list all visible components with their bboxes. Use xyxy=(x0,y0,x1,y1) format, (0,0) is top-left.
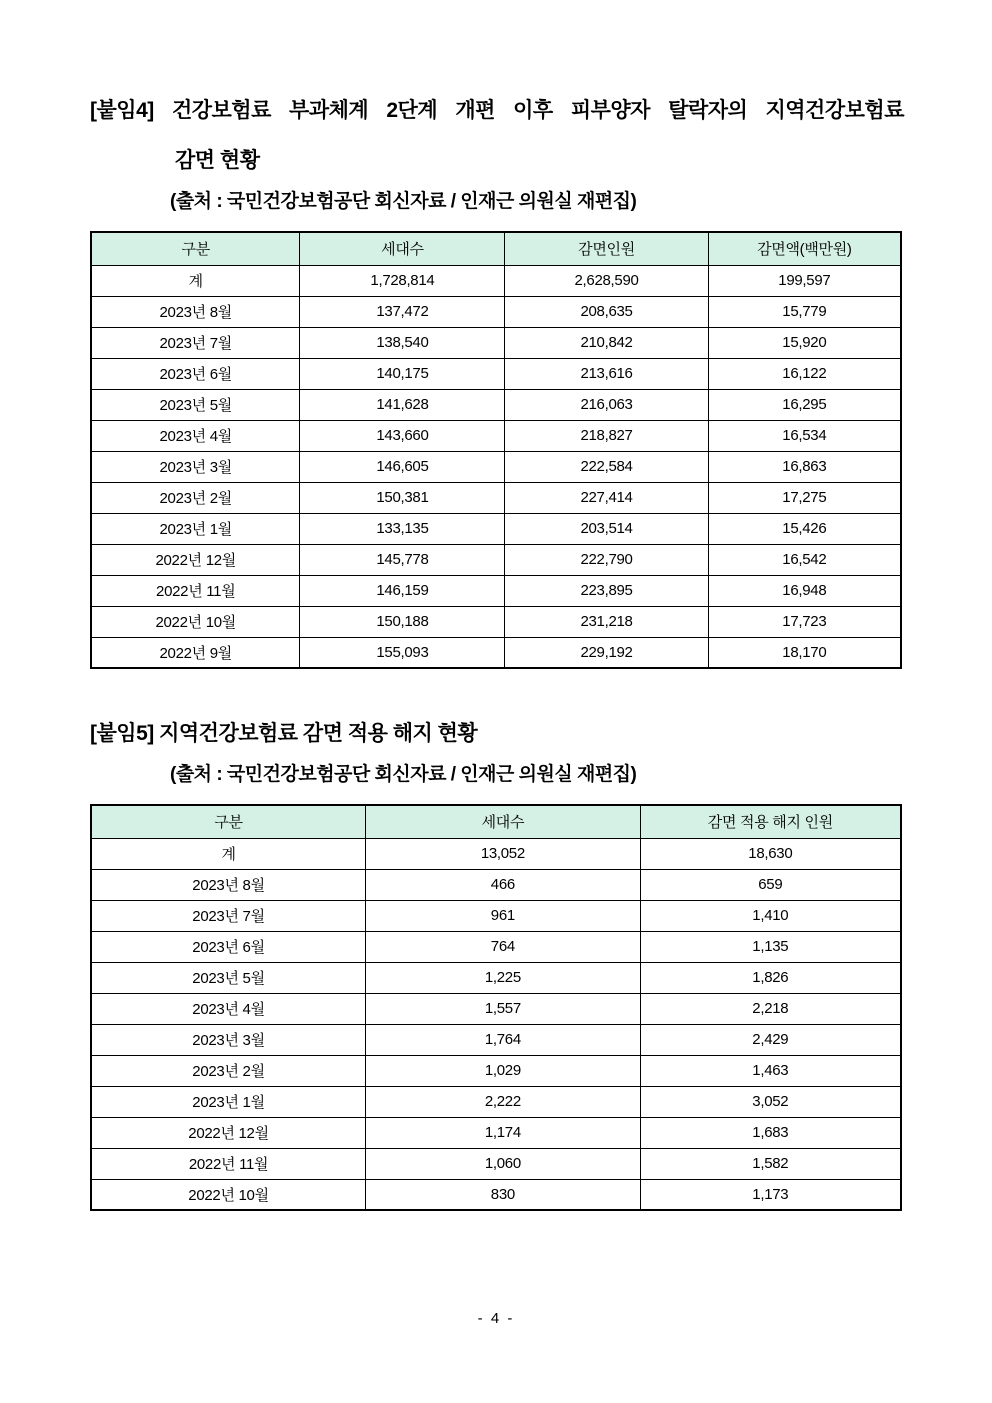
row-label-cell: 2023년 7월 xyxy=(91,900,366,931)
table-row xyxy=(91,637,901,668)
value-cell: 17,275 xyxy=(708,482,901,513)
column-header: 구분 xyxy=(91,805,366,838)
section-title xyxy=(90,86,904,136)
value-cell: 17,723 xyxy=(708,606,901,637)
row-label-cell: 2023년 3월 xyxy=(91,451,300,482)
row-label-cell: 2023년 6월 xyxy=(91,931,366,962)
table-row xyxy=(91,296,901,327)
column-header: 세대수 xyxy=(366,805,641,838)
value-cell: 1,029 xyxy=(366,1055,641,1086)
title-prefix: [붙임4] xyxy=(90,99,154,122)
row-label-cell: 계 xyxy=(91,265,300,296)
row-label-cell: 계 xyxy=(91,838,366,869)
table-row xyxy=(91,1179,901,1210)
table-row xyxy=(91,265,901,296)
table-row xyxy=(91,513,901,544)
source-line: (출처 : 국민건강보험공단 회신자료 / 인재근 의원실 재편집) xyxy=(170,191,637,212)
row-label-cell: 2023년 2월 xyxy=(91,482,300,513)
termination-status-table xyxy=(90,804,902,1211)
value-cell: 1,174 xyxy=(366,1117,641,1148)
row-label-cell: 2023년 3월 xyxy=(91,1024,366,1055)
table-row xyxy=(91,482,901,513)
value-cell: 146,159 xyxy=(300,575,505,606)
value-cell: 199,597 xyxy=(708,265,901,296)
value-cell: 1,060 xyxy=(366,1148,641,1179)
value-cell: 216,063 xyxy=(505,389,708,420)
table-row xyxy=(91,1117,901,1148)
table-header-row xyxy=(91,805,901,838)
table-row xyxy=(91,869,901,900)
row-label-cell: 2023년 5월 xyxy=(91,962,366,993)
value-cell: 15,779 xyxy=(708,296,901,327)
value-cell: 15,426 xyxy=(708,513,901,544)
value-cell: 764 xyxy=(366,931,641,962)
value-cell: 2,222 xyxy=(366,1086,641,1117)
table-header-row xyxy=(91,232,901,265)
table-row xyxy=(91,931,901,962)
value-cell: 229,192 xyxy=(505,637,708,668)
row-label-cell: 2023년 4월 xyxy=(91,420,300,451)
row-label-cell: 2022년 10월 xyxy=(91,1179,366,1210)
row-label-cell: 2023년 8월 xyxy=(91,296,300,327)
section-attachment-4 xyxy=(90,86,904,669)
row-label-cell: 2022년 10월 xyxy=(91,606,300,637)
table-row xyxy=(91,544,901,575)
table-row xyxy=(91,420,901,451)
value-cell: 16,534 xyxy=(708,420,901,451)
value-cell: 133,135 xyxy=(300,513,505,544)
title-text: 지역건강보험료 감면 적용 해지 현황 xyxy=(159,722,478,745)
value-cell: 1,225 xyxy=(366,962,641,993)
value-cell: 141,628 xyxy=(300,389,505,420)
row-label-cell: 2023년 1월 xyxy=(91,1086,366,1117)
value-cell: 830 xyxy=(366,1179,641,1210)
value-cell: 1,683 xyxy=(640,1117,901,1148)
value-cell: 16,295 xyxy=(708,389,901,420)
value-cell: 1,410 xyxy=(640,900,901,931)
value-cell: 16,122 xyxy=(708,358,901,389)
table-row xyxy=(91,993,901,1024)
value-cell: 138,540 xyxy=(300,327,505,358)
value-cell: 143,660 xyxy=(300,420,505,451)
value-cell: 227,414 xyxy=(505,482,708,513)
value-cell: 18,170 xyxy=(708,637,901,668)
value-cell: 208,635 xyxy=(505,296,708,327)
value-cell: 1,764 xyxy=(366,1024,641,1055)
column-header: 구분 xyxy=(91,232,300,265)
value-cell: 203,514 xyxy=(505,513,708,544)
row-label-cell: 2023년 6월 xyxy=(91,358,300,389)
row-label-cell: 2023년 1월 xyxy=(91,513,300,544)
reduction-status-table xyxy=(90,231,902,669)
title-text: 건강보험료 부과체계 2단계 개편 이후 피부양자 탈락자의 지역건강보험료 xyxy=(171,99,904,122)
table-row xyxy=(91,389,901,420)
value-cell: 16,948 xyxy=(708,575,901,606)
column-header: 감면 적용 해지 인원 xyxy=(640,805,901,838)
value-cell: 140,175 xyxy=(300,358,505,389)
value-cell: 222,584 xyxy=(505,451,708,482)
value-cell: 213,616 xyxy=(505,358,708,389)
value-cell: 16,863 xyxy=(708,451,901,482)
value-cell: 2,429 xyxy=(640,1024,901,1055)
value-cell: 16,542 xyxy=(708,544,901,575)
value-cell: 218,827 xyxy=(505,420,708,451)
value-cell: 155,093 xyxy=(300,637,505,668)
table-row xyxy=(91,1148,901,1179)
table-row xyxy=(91,575,901,606)
value-cell: 15,920 xyxy=(708,327,901,358)
title-prefix: [붙임5] xyxy=(90,722,154,745)
value-cell: 1,135 xyxy=(640,931,901,962)
row-label-cell: 2023년 4월 xyxy=(91,993,366,1024)
table-row xyxy=(91,606,901,637)
value-cell: 1,728,814 xyxy=(300,265,505,296)
value-cell: 210,842 xyxy=(505,327,708,358)
table-row xyxy=(91,358,901,389)
row-label-cell: 2023년 7월 xyxy=(91,327,300,358)
value-cell: 961 xyxy=(366,900,641,931)
row-label-cell: 2022년 9월 xyxy=(91,637,300,668)
value-cell: 2,628,590 xyxy=(505,265,708,296)
row-label-cell: 2023년 5월 xyxy=(91,389,300,420)
table-row xyxy=(91,900,901,931)
value-cell: 1,463 xyxy=(640,1055,901,1086)
value-cell: 3,052 xyxy=(640,1086,901,1117)
value-cell: 222,790 xyxy=(505,544,708,575)
column-header: 세대수 xyxy=(300,232,505,265)
value-cell: 223,895 xyxy=(505,575,708,606)
table-row xyxy=(91,1024,901,1055)
table-row xyxy=(91,838,901,869)
value-cell: 659 xyxy=(640,869,901,900)
row-label-cell: 2022년 11월 xyxy=(91,575,300,606)
table-row xyxy=(91,962,901,993)
column-header: 감면액(백만원) xyxy=(708,232,901,265)
value-cell: 1,826 xyxy=(640,962,901,993)
source-line: (출처 : 국민건강보험공단 회신자료 / 인재근 의원실 재편집) xyxy=(170,764,637,785)
row-label-cell: 2023년 2월 xyxy=(91,1055,366,1086)
value-cell: 2,218 xyxy=(640,993,901,1024)
value-cell: 145,778 xyxy=(300,544,505,575)
value-cell: 150,188 xyxy=(300,606,505,637)
row-label-cell: 2022년 12월 xyxy=(91,1117,366,1148)
row-label-cell: 2022년 11월 xyxy=(91,1148,366,1179)
table-row xyxy=(91,1055,901,1086)
value-cell: 137,472 xyxy=(300,296,505,327)
value-cell: 1,582 xyxy=(640,1148,901,1179)
value-cell: 13,052 xyxy=(366,838,641,869)
section-title-continuation: 감면 현황 xyxy=(175,149,260,172)
page-number: - 4 - xyxy=(477,1310,515,1327)
row-label-cell: 2022년 12월 xyxy=(91,544,300,575)
column-header: 감면인원 xyxy=(505,232,708,265)
value-cell: 1,173 xyxy=(640,1179,901,1210)
table-row xyxy=(91,327,901,358)
row-label-cell: 2023년 8월 xyxy=(91,869,366,900)
value-cell: 466 xyxy=(366,869,641,900)
value-cell: 1,557 xyxy=(366,993,641,1024)
section-title xyxy=(90,709,904,759)
table-row xyxy=(91,451,901,482)
value-cell: 18,630 xyxy=(640,838,901,869)
value-cell: 231,218 xyxy=(505,606,708,637)
table-row xyxy=(91,1086,901,1117)
value-cell: 146,605 xyxy=(300,451,505,482)
section-attachment-5 xyxy=(90,709,904,1211)
value-cell: 150,381 xyxy=(300,482,505,513)
